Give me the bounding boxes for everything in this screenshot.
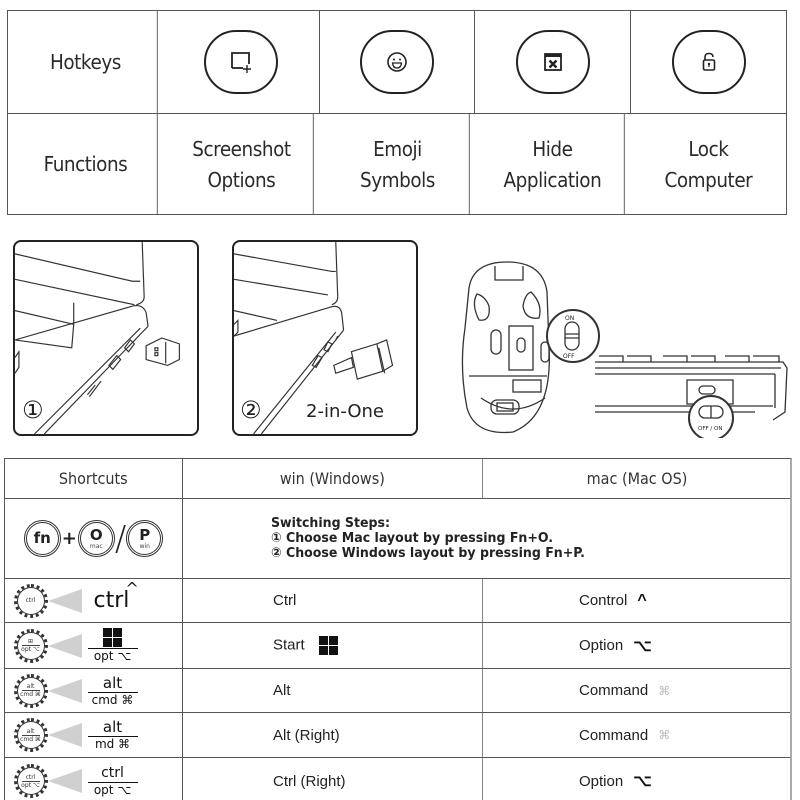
slash-separator: / [114, 518, 127, 559]
alt-windows-cell: Alt [183, 669, 483, 712]
switching-row [5, 499, 790, 579]
switching-step-2: ② Choose Windows layout by pressing Fn+P. [271, 545, 585, 561]
pointer-beam [48, 589, 82, 613]
shortcuts-header-row [5, 459, 790, 499]
command-right-mac-cell: Command ⌘ [579, 726, 671, 744]
alt-cmd-keycap: alt cmd ⌘ [14, 674, 48, 708]
mouse-keyboard-power-switch-illustration [455, 258, 795, 438]
ctrl-key-visual-cell [5, 579, 183, 622]
windows-logo-icon [103, 628, 123, 648]
switching-steps-cell [183, 499, 791, 578]
pointer-beam [48, 769, 82, 793]
shortcut-row-ctrl [5, 579, 790, 623]
start-windows-cell: Start [183, 623, 483, 668]
screenshot-key [204, 30, 278, 94]
alt-right-windows-cell: Alt (Right) [183, 713, 483, 757]
option-key-icon: ⌥ [633, 637, 652, 655]
header-shortcuts-text: Shortcuts [59, 469, 128, 488]
function-screenshot-options: Screenshot Options [170, 114, 313, 215]
mouse-on-label: ON [565, 315, 575, 322]
ctrl-windows-cell: Ctrl [183, 579, 483, 622]
emoji-key [360, 30, 434, 94]
shortcut-row-alt-right [5, 713, 790, 758]
shortcut-row-ctrl-right [5, 758, 790, 800]
fn-o-p-combo [24, 519, 164, 559]
control-caret-icon: ^ [637, 591, 647, 609]
mouse-off-label: OFF [563, 353, 575, 360]
header-shortcuts [5, 459, 183, 498]
o-mac-key: O mac [78, 520, 115, 557]
command-mac-cell: Command ⌘ [579, 682, 671, 699]
keyboard-switch-label: OFF / ON [698, 426, 723, 432]
option-right-mac-cell: Option ⌥ [579, 772, 652, 790]
windows-logo-icon [319, 636, 339, 656]
header-windows-text: win (Windows) [279, 469, 385, 488]
hotkeys-row-label: Hotkeys [14, 11, 157, 113]
hotkey-lock-cell [631, 11, 786, 113]
start-opt-keycap: ⊞ opt ⌥ [14, 629, 48, 663]
hide-app-key [516, 30, 590, 94]
hotkey-emoji-cell [320, 11, 476, 113]
pointer-beam [48, 723, 82, 747]
hotkeys-row [8, 11, 786, 114]
shortcut-row-alt [5, 669, 790, 713]
alt-cmd-legend: alt cmd ⌘ [88, 675, 138, 707]
pointer-beam [48, 634, 82, 658]
option-mac-cell: Option ⌥ [579, 637, 652, 655]
ctrl-right-windows-cell: Ctrl (Right) [183, 758, 483, 800]
header-windows [183, 459, 483, 498]
lock-key [672, 30, 746, 94]
shortcuts-table [4, 458, 792, 800]
pointer-beam [48, 679, 82, 703]
p-win-key: P win [126, 520, 163, 557]
power-switch-illustration [455, 258, 795, 438]
functions-row-label: Functions [14, 114, 157, 215]
fn-key: fn [24, 520, 61, 557]
switching-keys-cell [5, 499, 183, 578]
hotkey-hide-cell [475, 11, 631, 113]
header-mac [483, 459, 791, 498]
switching-title: Switching Steps: [271, 515, 390, 531]
function-emoji-symbols: Emoji Symbols [326, 114, 469, 215]
function-lock-computer: Lock Computer [664, 136, 753, 192]
command-key-icon: ⌘ [658, 683, 671, 698]
step2-caption: 2-in-One [306, 401, 385, 422]
alt-key-visual-cell [5, 669, 183, 712]
option-key-icon: ⌥ [633, 773, 652, 790]
start-opt-legend: opt ⌥ [88, 628, 138, 664]
hotkeys-table [7, 10, 787, 215]
header-mac-text: mac (Mac OS) [586, 469, 688, 488]
lock-icon [696, 49, 722, 75]
shortcut-row-start [5, 623, 790, 669]
ctrl-opt-keycap: ctrl opt ⌥ [14, 764, 48, 798]
function-hide-application: Hide Application [482, 114, 625, 215]
functions-row [8, 114, 786, 215]
hotkey-screenshot-cell [164, 11, 320, 113]
ctrl-keycap: ctrl [14, 584, 48, 618]
alt-right-key-visual-cell [5, 713, 183, 757]
plus-sign: + [61, 528, 77, 549]
step2-number-label: ② [240, 396, 262, 424]
alt-right-legend: alt md ⌘ [88, 719, 138, 751]
ctrl-mac-cell: Control ^ [579, 591, 647, 609]
start-key-visual-cell [5, 623, 183, 668]
command-key-icon: ⌘ [658, 728, 671, 742]
switching-step-1: ① Choose Mac layout by pressing Fn+O. [271, 530, 554, 546]
emoji-icon [384, 49, 410, 75]
alt-right-cmd-keycap: alt cmd ⌘ [14, 718, 48, 752]
hide-window-icon [540, 49, 566, 75]
ctrl-opt-legend: ctrl opt ⌥ [88, 765, 138, 797]
screenshot-icon [228, 49, 254, 75]
ctrl-right-key-visual-cell [5, 758, 183, 800]
ctrl-legend: ctrl ^ [93, 578, 139, 613]
step1-number-label: ① [22, 396, 44, 424]
